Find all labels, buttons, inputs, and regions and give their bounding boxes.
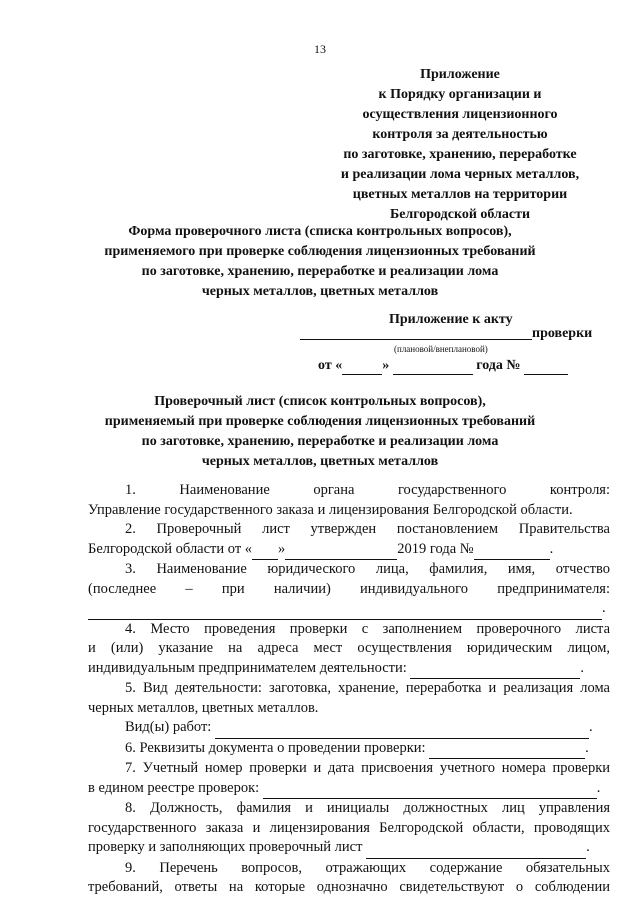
item-4-text: индивидуальным предпринимателем деятельности: [88, 659, 407, 676]
item-2-month-blank [285, 540, 397, 561]
appendix-line: по заготовке, хранению, переработке [343, 147, 577, 162]
item-7-text: в едином реестре проверок: [88, 779, 260, 796]
act-month-blank [393, 358, 473, 375]
appendix-line: к Порядку организации и [378, 87, 542, 102]
check-type-blank [300, 339, 532, 340]
checklist-body [88, 481, 610, 898]
item-6: 6. Реквизиты документа о проведении проверки: . [88, 739, 610, 760]
appendix-line: и реализации лома черных металлов, [340, 167, 580, 182]
list-title [60, 392, 580, 472]
appendix-line: Белгородской области [389, 207, 531, 222]
item-9-line-1: 9. Перечень вопросов, отражающих содержание обязательных [125, 859, 610, 876]
item-8-blank [366, 838, 586, 859]
act-title: Приложение к акту [389, 312, 513, 327]
act-check-word: проверки [532, 326, 593, 341]
item-3-line-3: . [88, 599, 610, 620]
act-number-blank [524, 358, 568, 375]
appendix-line: цветных металлов на территории [352, 187, 568, 202]
act-from: от « [318, 358, 343, 373]
item-5-blank [215, 718, 589, 739]
appendix-line: осуществления лицензионного [362, 107, 558, 122]
form-title-line: применяемого при проверке соблюдения лицензионных требований [104, 244, 536, 259]
form-title-line: по заготовке, хранению, переработке и реализации лома [141, 264, 499, 279]
item-2-date-prefix: Белгородской области от « [88, 540, 253, 557]
item-5-line-2: черных металлов, цветных металлов. [88, 699, 319, 716]
act-note: (плановой/внеплановой) [394, 344, 488, 354]
form-title-line: Форма проверочного листа (списка контрольных вопросов), [128, 224, 512, 239]
item-2-line-2: Белгородской области от « » 2019 года № . [88, 540, 610, 561]
item-4-line-1: 4. Место проведения проверки с заполнением проверочного листа [125, 620, 610, 637]
item-2-day-blank [252, 540, 278, 561]
item-8-line-3: проверку и заполняющих проверочный лист . [88, 838, 610, 859]
item-8-text: проверку и заполняющих проверочный лист [88, 839, 363, 855]
item-7-line-1: 7. Учетный номер проверки и дата присвоения учетного номера проверки [125, 760, 610, 776]
item-3-line-2: (последнее – при наличии) индивидуального предпринимателя: [88, 580, 610, 597]
item-4-blank [410, 659, 580, 680]
item-6-text: 6. Реквизиты документа о проведении проверки: [125, 739, 426, 756]
item-3-line-1: 3. Наименование юридического лица, фамилия, имя, отчество [125, 561, 610, 577]
item-2-year-no: 2019 года № [397, 540, 474, 557]
act-date-line [318, 358, 568, 375]
item-5-line-3: Вид(ы) работ: . [88, 718, 610, 739]
appendix-header [330, 65, 590, 225]
list-title-line: Проверочный лист (список контрольных вопросов), [154, 394, 486, 409]
item-9-line-2: требований, ответы на которые однозначно свидетельствуют о соблюдении [88, 879, 610, 895]
act-day-blank [342, 358, 382, 375]
item-4-line-3: индивидуальным предпринимателем деятельности: . [88, 659, 610, 680]
item-5-line-1: 5. Вид деятельности: заготовка, хранение, переработка и реализация лома [125, 680, 610, 696]
page-number: 13 [314, 42, 326, 56]
form-title-line: черных металлов, цветных металлов [201, 284, 439, 299]
item-1-line-2: Управление государственного заказа и лицензирования Белгородской области. [88, 501, 573, 518]
item-8-line-1: 8. Должность, фамилия и инициалы должностных лиц управления [125, 800, 610, 816]
item-7-line-2: в едином реестре проверок: . [88, 779, 610, 800]
item-3-blank [88, 599, 602, 620]
item-6-blank [429, 739, 585, 760]
item-1-line-1: 1. Наименование органа государственного контроля: [125, 482, 610, 498]
list-title-line: применяемый при проверке соблюдения лицензионных требований [104, 414, 536, 429]
item-2-number-blank [474, 540, 550, 561]
item-4-line-2: и (или) указание на адреса мест осуществления юридическим лицом, [88, 640, 610, 656]
form-title [60, 222, 580, 302]
list-title-line: по заготовке, хранению, переработке и реализации лома [141, 434, 499, 449]
act-year-no: года № [476, 358, 521, 373]
item-7-blank [263, 779, 597, 800]
item-2-line-1: 2. Проверочный лист утвержден постановлением Правительства [125, 521, 610, 537]
appendix-line: Приложение [420, 67, 500, 82]
item-8-line-2: государственного заказа и лицензирования Белгородской области, проводящих [88, 819, 610, 836]
list-title-line: черных металлов, цветных металлов [201, 454, 439, 469]
item-2-close-quote: » [278, 540, 286, 557]
item-5-works-label: Вид(ы) работ: [125, 719, 212, 735]
act-close-quote: » [382, 358, 390, 373]
appendix-line: контроля за деятельностью [372, 127, 548, 142]
